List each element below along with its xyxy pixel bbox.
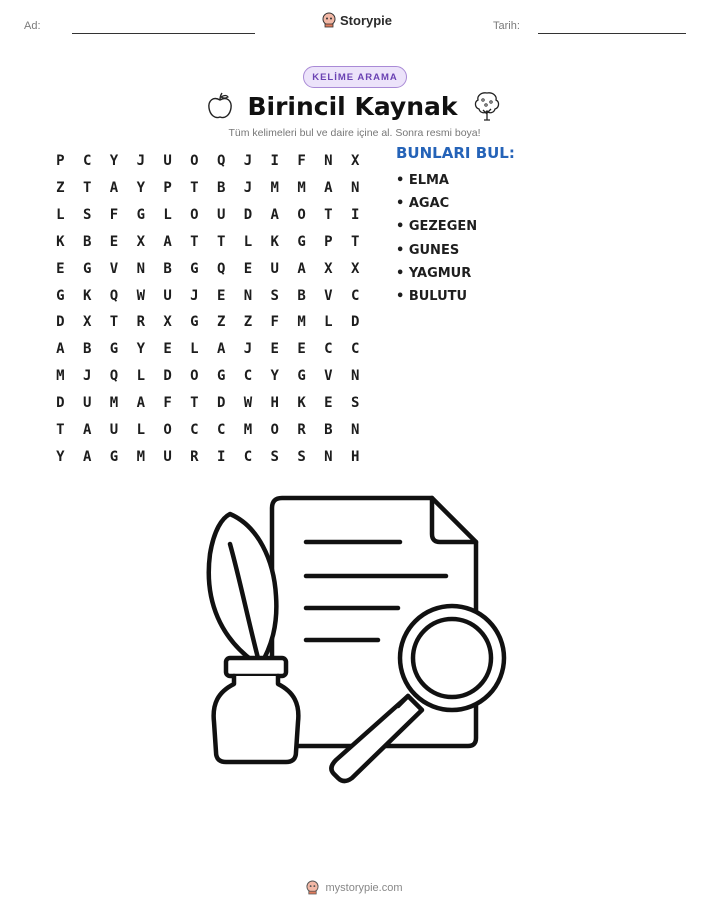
grid-letter[interactable]: N (136, 260, 145, 277)
grid-letter[interactable]: Z (243, 314, 253, 331)
grid-letter[interactable]: E (216, 287, 226, 304)
grid-letter[interactable]: Z (56, 180, 65, 197)
grid-letter[interactable]: T (109, 314, 119, 331)
name-line[interactable] (72, 33, 255, 34)
grid-letter[interactable]: I (270, 153, 279, 170)
grid-letter[interactable]: R (136, 314, 145, 331)
grid-letter[interactable]: J (243, 153, 253, 170)
grid-letter[interactable]: S (270, 448, 279, 465)
grid-letter[interactable]: Q (216, 260, 226, 277)
grid-letter[interactable]: K (82, 287, 92, 304)
grid-letter[interactable]: M (136, 448, 145, 465)
grid-letter[interactable]: L (163, 207, 172, 224)
grid-letter[interactable]: X (82, 314, 92, 331)
grid-letter[interactable]: G (82, 260, 92, 277)
instructions: Tüm kelimeleri bul ve daire içine al. Sonra resmi boya! (228, 127, 481, 139)
grid-letter[interactable]: K (270, 233, 279, 250)
grid-letter[interactable]: D (350, 314, 360, 331)
grid-letter[interactable]: O (163, 421, 172, 438)
tree-icon (472, 90, 502, 122)
grid-letter[interactable]: C (350, 287, 360, 304)
grid-letter[interactable]: A (324, 180, 333, 197)
grid-letter[interactable]: A (216, 341, 226, 358)
grid-letter[interactable]: G (109, 448, 119, 465)
grid-letter[interactable]: C (324, 341, 333, 358)
grid-letter[interactable]: T (190, 395, 199, 412)
grid-letter[interactable]: M (297, 180, 306, 197)
grid-letter[interactable]: M (297, 314, 306, 331)
grid-letter[interactable]: V (324, 368, 333, 385)
grid-letter[interactable]: K (297, 395, 306, 412)
grid-letter[interactable]: X (350, 153, 360, 170)
footer (0, 880, 709, 895)
grid-letter[interactable]: E (56, 260, 65, 277)
grid-letter[interactable]: E (297, 341, 306, 358)
storypie-mascot-icon (306, 880, 319, 895)
grid-letter[interactable]: D (163, 368, 172, 385)
grid-letter[interactable]: C (350, 341, 360, 358)
brand-logo (322, 12, 392, 28)
word-list-item: • AGAC (396, 196, 450, 212)
grid-letter[interactable]: U (109, 421, 119, 438)
grid-letter[interactable]: M (243, 421, 253, 438)
name-label: Ad: (24, 20, 41, 32)
grid-letter[interactable]: D (56, 395, 65, 412)
grid-letter[interactable]: K (56, 233, 65, 250)
word-list (396, 170, 477, 309)
word-list-item: • YAGMUR (396, 265, 472, 281)
grid-letter[interactable]: P (163, 180, 172, 197)
date-label: Tarih: (493, 20, 520, 32)
grid-letter[interactable]: L (136, 368, 145, 385)
grid-letter[interactable]: M (109, 395, 119, 412)
grid-letter[interactable]: Y (136, 180, 145, 197)
grid-letter[interactable]: V (109, 260, 119, 277)
magnifier-handle (331, 696, 422, 781)
grid-letter[interactable]: S (82, 207, 92, 224)
grid-letter[interactable]: E (243, 260, 253, 277)
grid-letter[interactable]: M (56, 368, 65, 385)
grid-letter[interactable]: G (190, 260, 199, 277)
grid-letter[interactable]: L (136, 421, 145, 438)
grid-letter[interactable]: T (190, 180, 199, 197)
apple-icon (207, 92, 233, 120)
grid-letter[interactable]: C (190, 421, 199, 438)
grid-letter[interactable]: N (243, 287, 253, 304)
grid-letter[interactable]: P (324, 233, 333, 250)
grid-letter[interactable]: W (243, 395, 253, 412)
primary-source-illustration (200, 490, 512, 785)
grid-letter[interactable]: A (56, 341, 65, 358)
grid-letter[interactable]: X (163, 314, 172, 331)
grid-letter[interactable]: H (270, 395, 279, 412)
grid-letter[interactable]: A (109, 180, 119, 197)
grid-letter[interactable]: J (243, 180, 253, 197)
grid-letter[interactable]: S (297, 448, 306, 465)
grid-letter[interactable]: T (56, 421, 65, 438)
grid-letter[interactable]: D (56, 314, 65, 331)
grid-letter[interactable]: X (350, 260, 360, 277)
grid-letter[interactable]: E (324, 395, 333, 412)
grid-letter[interactable]: Y (56, 448, 65, 465)
grid-letter[interactable]: O (297, 207, 306, 224)
grid-letter[interactable]: M (270, 180, 279, 197)
grid-letter[interactable]: L (243, 233, 253, 250)
grid-letter[interactable]: J (243, 341, 253, 358)
grid-letter[interactable]: A (163, 233, 172, 250)
word-list-item: • GEZEGEN (396, 219, 478, 235)
grid-letter[interactable]: J (82, 368, 92, 385)
grid-letter[interactable]: O (190, 153, 199, 170)
grid-letter[interactable]: B (163, 260, 172, 277)
grid-letter[interactable]: Y (109, 153, 119, 170)
grid-letter[interactable]: D (243, 207, 253, 224)
grid-letter[interactable]: G (109, 341, 119, 358)
grid-letter[interactable]: J (136, 153, 145, 170)
grid-letter[interactable]: A (297, 260, 306, 277)
grid-letter[interactable]: W (136, 287, 145, 304)
grid-letter[interactable]: O (270, 421, 279, 438)
grid-letter[interactable]: Q (109, 287, 119, 304)
grid-letter[interactable]: A (82, 421, 92, 438)
grid-letter[interactable]: T (350, 233, 360, 250)
grid-letter[interactable]: C (216, 421, 226, 438)
grid-letter[interactable]: T (190, 233, 199, 250)
grid-letter[interactable]: E (163, 341, 172, 358)
grid-letter[interactable]: F (163, 395, 172, 412)
word-list-item: • GUNES (396, 242, 460, 258)
grid-letter[interactable]: T (324, 207, 333, 224)
word-list-title: BUNLARI BUL: (396, 144, 515, 162)
word-search-badge: KELİME ARAMA (303, 66, 407, 88)
grid-letter[interactable]: P (56, 153, 65, 170)
grid-letter[interactable]: X (136, 233, 145, 250)
grid-letter[interactable]: U (163, 287, 172, 304)
grid-letter[interactable]: B (216, 180, 226, 197)
page-title: Birincil Kaynak (247, 91, 458, 121)
grid-letter[interactable]: Q (109, 368, 119, 385)
grid-letter[interactable]: S (350, 395, 360, 412)
grid-letter[interactable]: G (297, 368, 306, 385)
magnifier-lens (400, 606, 504, 710)
grid-letter[interactable]: U (163, 153, 172, 170)
brand-name: Storypie (340, 12, 393, 28)
grid-letter[interactable]: L (190, 341, 199, 358)
grid-letter[interactable]: N (350, 368, 360, 385)
grid-letter[interactable]: C (243, 368, 253, 385)
grid-letter[interactable]: J (190, 287, 199, 304)
grid-letter[interactable]: F (297, 153, 306, 170)
footer-url[interactable]: mystorypie.com (325, 881, 403, 894)
grid-letter[interactable]: V (324, 287, 333, 304)
grid-letter[interactable]: U (270, 260, 279, 277)
grid-letter[interactable]: E (109, 233, 119, 250)
grid-letter[interactable]: O (190, 368, 199, 385)
grid-letter[interactable]: T (216, 233, 226, 250)
grid-letter[interactable]: X (324, 260, 333, 277)
grid-letter[interactable]: B (82, 341, 92, 358)
grid-letter[interactable]: U (216, 207, 226, 224)
grid-letter[interactable]: Q (216, 153, 226, 170)
title-row (0, 90, 709, 122)
grid-letter[interactable]: N (324, 153, 333, 170)
word-list-item: • BULUTU (396, 288, 468, 304)
grid-letter[interactable]: F (109, 207, 119, 224)
grid-letter[interactable]: A (82, 448, 92, 465)
grid-letter[interactable]: I (216, 448, 226, 465)
grid-letter[interactable]: B (82, 233, 92, 250)
grid-letter[interactable]: Z (216, 314, 226, 331)
grid-letter[interactable]: B (297, 287, 306, 304)
grid-letter[interactable]: H (350, 448, 360, 465)
grid-letter[interactable]: E (270, 341, 279, 358)
grid-letter[interactable]: S (270, 287, 279, 304)
grid-letter[interactable]: B (324, 421, 333, 438)
grid-letter[interactable]: G (136, 207, 145, 224)
grid-letter[interactable]: A (136, 395, 145, 412)
date-line[interactable] (538, 33, 686, 34)
grid-letter[interactable]: R (297, 421, 306, 438)
storypie-mascot-icon (322, 12, 336, 28)
grid-letter[interactable]: N (324, 448, 333, 465)
grid-letter[interactable]: G (297, 233, 306, 250)
word-list-item: • ELMA (396, 173, 449, 188)
grid-letter[interactable]: N (350, 421, 360, 438)
ink-pot-icon (226, 658, 286, 676)
grid-letter[interactable]: G (190, 314, 199, 331)
grid-letter[interactable]: R (190, 448, 199, 465)
grid-letter[interactable]: C (82, 153, 92, 170)
grid-letter[interactable]: C (243, 448, 253, 465)
grid-letter[interactable]: G (56, 287, 65, 304)
grid-letter[interactable]: Y (136, 341, 145, 358)
grid-letter[interactable]: I (350, 207, 360, 224)
letter-grid (47, 148, 369, 470)
grid-letter[interactable]: N (350, 180, 360, 197)
grid-letter[interactable]: U (82, 395, 92, 412)
grid-letter[interactable]: G (216, 368, 226, 385)
grid-letter[interactable]: T (82, 180, 92, 197)
grid-letter[interactable]: A (270, 207, 279, 224)
grid-letter[interactable]: L (324, 314, 333, 331)
grid-letter[interactable]: O (190, 207, 199, 224)
grid-letter[interactable]: F (270, 314, 279, 331)
grid-letter[interactable]: Y (270, 368, 279, 385)
grid-letter[interactable]: U (163, 448, 172, 465)
grid-letter[interactable]: L (56, 207, 65, 224)
grid-letter[interactable]: D (216, 395, 226, 412)
